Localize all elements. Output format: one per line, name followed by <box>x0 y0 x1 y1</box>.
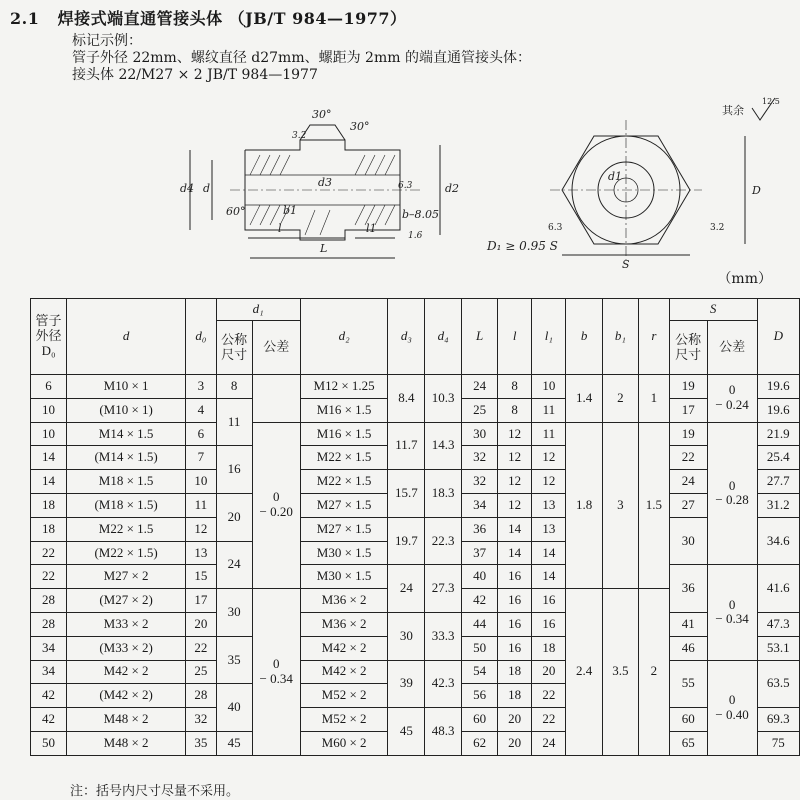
cell: 14 <box>31 446 67 470</box>
cell: (M14 × 1.5) <box>67 446 186 470</box>
cell: M52 × 2 <box>300 708 388 732</box>
cell: 37 <box>462 541 498 565</box>
col-header-d0: d₀ <box>186 299 217 375</box>
cell: 8 <box>216 375 252 399</box>
col-header-d1-nominal: 公称尺寸 <box>216 321 252 375</box>
cell: 60 <box>669 708 707 732</box>
cell: 14 <box>498 517 532 541</box>
cell: 44 <box>462 612 498 636</box>
cell: M14 × 1.5 <box>67 422 186 446</box>
table-row <box>31 422 800 446</box>
cell: 6 <box>31 375 67 399</box>
cell: 18 <box>498 684 532 708</box>
cell: M16 × 1.5 <box>300 422 388 446</box>
cell: 27.7 <box>757 470 799 494</box>
cell: (M33 × 2) <box>67 636 186 660</box>
table-row <box>31 612 800 636</box>
cell: 17 <box>186 589 217 613</box>
cell: M42 × 2 <box>300 660 388 684</box>
cell: 6 <box>186 422 217 446</box>
section-view <box>190 125 440 258</box>
col-header-d4: d₄ <box>425 299 462 375</box>
col-header-S-tol: 公差 <box>707 321 757 375</box>
roughness-label: 3.2 <box>292 131 307 141</box>
cell: 30 <box>669 517 707 565</box>
cell: 24 <box>669 470 707 494</box>
cell: 2.4 <box>566 589 602 756</box>
cell: 8.4 <box>388 375 425 423</box>
cell <box>252 375 300 423</box>
technical-drawing <box>0 80 800 280</box>
cell: 18 <box>31 517 67 541</box>
cell: 24 <box>462 375 498 399</box>
cell: 20 <box>498 708 532 732</box>
hex-end-view <box>550 120 745 260</box>
cell: M36 × 2 <box>300 589 388 613</box>
cell: 19.7 <box>388 517 425 565</box>
cell: 46 <box>669 636 707 660</box>
table-row <box>31 708 800 732</box>
cell: 14 <box>532 541 566 565</box>
col-header-d: d <box>67 299 186 375</box>
cell: 11 <box>532 398 566 422</box>
title-text: 焊接式端直通管接头体 <box>57 9 223 28</box>
cell: 14.3 <box>425 422 462 470</box>
cell: 12 <box>498 493 532 517</box>
col-header-b: b <box>566 299 602 375</box>
roughness-label: 1.6 <box>408 231 423 241</box>
cell: M22 × 1.5 <box>300 470 388 494</box>
col-header-S-nominal: 公称尺寸 <box>669 321 707 375</box>
cell: 7 <box>186 446 217 470</box>
cell: 16 <box>532 589 566 613</box>
cell: 69.3 <box>757 708 799 732</box>
cell: 22 <box>669 446 707 470</box>
cell: 42 <box>462 589 498 613</box>
col-header-r: r <box>638 299 669 375</box>
cell: M42 × 2 <box>300 636 388 660</box>
angle-label: 30° <box>350 120 370 133</box>
angle-label: 30° <box>312 108 332 121</box>
cell: 17 <box>669 398 707 422</box>
cell: 10.3 <box>425 375 462 423</box>
table-row <box>31 375 800 399</box>
title-standard: （JB/T 984—1977） <box>228 9 407 28</box>
diameter-relation: D₁ ≥ 0.95 S <box>487 239 558 253</box>
cell: (M27 × 2) <box>67 589 186 613</box>
cell: 40 <box>216 684 252 732</box>
cell: 32 <box>462 446 498 470</box>
cell: M16 × 1.5 <box>300 398 388 422</box>
col-header-D: D <box>757 299 799 375</box>
cell: 10 <box>31 398 67 422</box>
table-row <box>31 565 800 589</box>
dim-label: d3 <box>318 176 333 189</box>
cell: 12 <box>532 446 566 470</box>
cell: 18 <box>31 493 67 517</box>
dim-label: D <box>752 184 761 197</box>
cell: 25 <box>462 398 498 422</box>
cell: M33 × 2 <box>67 612 186 636</box>
dim-label: b–8.05 <box>402 208 440 221</box>
example-line-1: 管子外径 22mm、螺纹直径 d27mm、螺距为 2mm 的端直通管接头体： <box>72 50 531 66</box>
cell: 11 <box>186 493 217 517</box>
cell: 54 <box>462 660 498 684</box>
cell: 22 <box>31 541 67 565</box>
cell: 0 − 0.20 <box>252 422 300 589</box>
cell: M36 × 2 <box>300 612 388 636</box>
cell: M48 × 2 <box>67 708 186 732</box>
cell: M30 × 1.5 <box>300 565 388 589</box>
cell: 12 <box>532 470 566 494</box>
col-header-d1: d₁ <box>216 299 300 321</box>
dim-label: l <box>278 222 282 235</box>
cell: 36 <box>462 517 498 541</box>
roughness-value: 12.5 <box>762 97 780 106</box>
cell: 1.4 <box>566 375 602 423</box>
cell: 42.3 <box>425 660 462 708</box>
cell: 0 − 0.24 <box>707 375 757 423</box>
cell: M48 × 2 <box>67 731 186 755</box>
cell: 50 <box>31 731 67 755</box>
cell: M30 × 1.5 <box>300 541 388 565</box>
cell: 12 <box>498 422 532 446</box>
roughness-label: 3.2 <box>710 223 725 233</box>
cell: 75 <box>757 731 799 755</box>
cell: 34 <box>31 660 67 684</box>
cell: 28 <box>31 612 67 636</box>
cell: 25.4 <box>757 446 799 470</box>
cell: 13 <box>532 517 566 541</box>
cell: 32 <box>186 708 217 732</box>
dim-label: d <box>203 182 211 195</box>
cell: 41.6 <box>757 565 799 613</box>
cell: 16 <box>498 565 532 589</box>
cell: 12 <box>498 470 532 494</box>
cell: 39 <box>388 660 425 708</box>
cell: 63.5 <box>757 660 799 708</box>
cell: M52 × 2 <box>300 684 388 708</box>
cell: 53.1 <box>757 636 799 660</box>
cell: 18 <box>498 660 532 684</box>
surface-note: 其余 <box>722 104 744 117</box>
cell: 1 <box>638 375 669 423</box>
angle-label: 60° <box>226 205 246 218</box>
dim-label: L <box>320 242 328 255</box>
cell: 16 <box>498 636 532 660</box>
col-header-l1: l₁ <box>532 299 566 375</box>
cell: (M10 × 1) <box>67 398 186 422</box>
roughness-label: 6.3 <box>398 181 413 191</box>
cell: 0 − 0.34 <box>252 589 300 756</box>
cell: 10 <box>31 422 67 446</box>
cell: 15 <box>186 565 217 589</box>
cell: (M22 × 1.5) <box>67 541 186 565</box>
cell: 31.2 <box>757 493 799 517</box>
cell: 65 <box>669 731 707 755</box>
cell: 8 <box>498 375 532 399</box>
cell: 20 <box>498 731 532 755</box>
cell: 28 <box>186 684 217 708</box>
cell: 56 <box>462 684 498 708</box>
cell: M27 × 1.5 <box>300 517 388 541</box>
table-row <box>31 517 800 541</box>
cell: 20 <box>216 493 252 541</box>
cell: 60 <box>462 708 498 732</box>
cell: 19.6 <box>757 375 799 399</box>
cell: 8 <box>498 398 532 422</box>
cell: 48.3 <box>425 708 462 756</box>
cell: 11.7 <box>388 422 425 470</box>
cell: 2 <box>602 375 638 423</box>
cell: 50 <box>462 636 498 660</box>
cell: M22 × 1.5 <box>67 517 186 541</box>
cell: 25 <box>186 660 217 684</box>
cell: 36 <box>669 565 707 613</box>
cell: 10 <box>532 375 566 399</box>
table-row <box>31 470 800 494</box>
cell: 14 <box>532 565 566 589</box>
cell: M18 × 1.5 <box>67 470 186 494</box>
cell: 28 <box>31 589 67 613</box>
col-header-L: L <box>462 299 498 375</box>
cell: 14 <box>31 470 67 494</box>
cell: M12 × 1.25 <box>300 375 388 399</box>
cell: 30 <box>462 422 498 446</box>
cell: M22 × 1.5 <box>300 446 388 470</box>
cell: 24 <box>532 731 566 755</box>
cell: 11 <box>532 422 566 446</box>
cell: 22 <box>532 708 566 732</box>
dim-label: d1 <box>608 170 623 183</box>
cell: 27 <box>669 493 707 517</box>
cell: 21.9 <box>757 422 799 446</box>
cell: 42 <box>31 684 67 708</box>
cell: 0 − 0.34 <box>707 565 757 660</box>
table-row <box>31 660 800 684</box>
unit-label: （mm） <box>717 271 772 287</box>
cell: M60 × 2 <box>300 731 388 755</box>
spec-table <box>30 298 800 756</box>
cell: 22 <box>31 565 67 589</box>
cell: 20 <box>186 612 217 636</box>
cell: 3.5 <box>602 589 638 756</box>
col-header-d3: d₃ <box>388 299 425 375</box>
example-line-2: 接头体 22/M27 × 2 JB/T 984—1977 <box>72 67 318 83</box>
section-title <box>10 6 407 29</box>
cell: (M18 × 1.5) <box>67 493 186 517</box>
cell: 42 <box>31 708 67 732</box>
cell: 3 <box>186 375 217 399</box>
roughness-label: 6.3 <box>548 223 563 233</box>
cell: 16 <box>498 589 532 613</box>
cell: 19 <box>669 375 707 399</box>
cell: 14 <box>498 541 532 565</box>
cell: 3 <box>602 422 638 589</box>
dim-label: l1 <box>366 222 377 235</box>
cell: 30 <box>388 612 425 660</box>
cell: 35 <box>186 731 217 755</box>
cell: 35 <box>216 636 252 684</box>
cell: 55 <box>669 660 707 708</box>
cell: 34 <box>31 636 67 660</box>
cell: 12 <box>498 446 532 470</box>
cell: 16 <box>216 446 252 494</box>
cell: 19 <box>669 422 707 446</box>
cell: 13 <box>532 493 566 517</box>
dim-label: d4 <box>180 182 195 195</box>
cell: 24 <box>216 541 252 589</box>
cell: 45 <box>216 731 252 755</box>
footnote: 注：括号内尺寸尽量不采用。 <box>70 784 240 799</box>
cell: 20 <box>532 660 566 684</box>
cell: 1.5 <box>638 422 669 589</box>
section-number: 2.1 <box>10 9 40 28</box>
cell: 24 <box>388 565 425 613</box>
dim-label: b1 <box>283 204 298 217</box>
col-header-d1-tol: 公差 <box>252 321 300 375</box>
cell: 34.6 <box>757 517 799 565</box>
cell: 32 <box>462 470 498 494</box>
cell: 12 <box>186 517 217 541</box>
cell: 11 <box>216 398 252 446</box>
cell: 16 <box>498 612 532 636</box>
cell: M27 × 1.5 <box>300 493 388 517</box>
cell: M42 × 2 <box>67 660 186 684</box>
cell: 45 <box>388 708 425 756</box>
cell: 41 <box>669 612 707 636</box>
cell: 22 <box>186 636 217 660</box>
cell: 15.7 <box>388 470 425 518</box>
col-header-b1: b₁ <box>602 299 638 375</box>
cell: 10 <box>186 470 217 494</box>
cell: 0 − 0.28 <box>707 422 757 565</box>
dim-label: S <box>622 258 630 271</box>
cell: (M42 × 2) <box>67 684 186 708</box>
cell: 47.3 <box>757 612 799 636</box>
cell: 27.3 <box>425 565 462 613</box>
cell: 18.3 <box>425 470 462 518</box>
cell: 30 <box>216 589 252 637</box>
cell: 22 <box>532 684 566 708</box>
cell: 33.3 <box>425 612 462 660</box>
example-heading: 标记示例： <box>72 33 142 49</box>
cell: 18 <box>532 636 566 660</box>
cell: 2 <box>638 589 669 756</box>
dim-label: d2 <box>445 182 460 195</box>
cell: 19.6 <box>757 398 799 422</box>
cell: 22.3 <box>425 517 462 565</box>
cell: 0 − 0.40 <box>707 660 757 755</box>
cell: 13 <box>186 541 217 565</box>
col-header-S: S <box>669 299 757 321</box>
cell: 16 <box>532 612 566 636</box>
cell: 62 <box>462 731 498 755</box>
cell: M27 × 2 <box>67 565 186 589</box>
cell: 34 <box>462 493 498 517</box>
cell: M10 × 1 <box>67 375 186 399</box>
cell: 40 <box>462 565 498 589</box>
col-header-d2: d₂ <box>300 299 388 375</box>
col-header-D0: 管子外径D₀ <box>31 299 67 375</box>
cell: 4 <box>186 398 217 422</box>
col-header-l: l <box>498 299 532 375</box>
cell: 1.8 <box>566 422 602 589</box>
